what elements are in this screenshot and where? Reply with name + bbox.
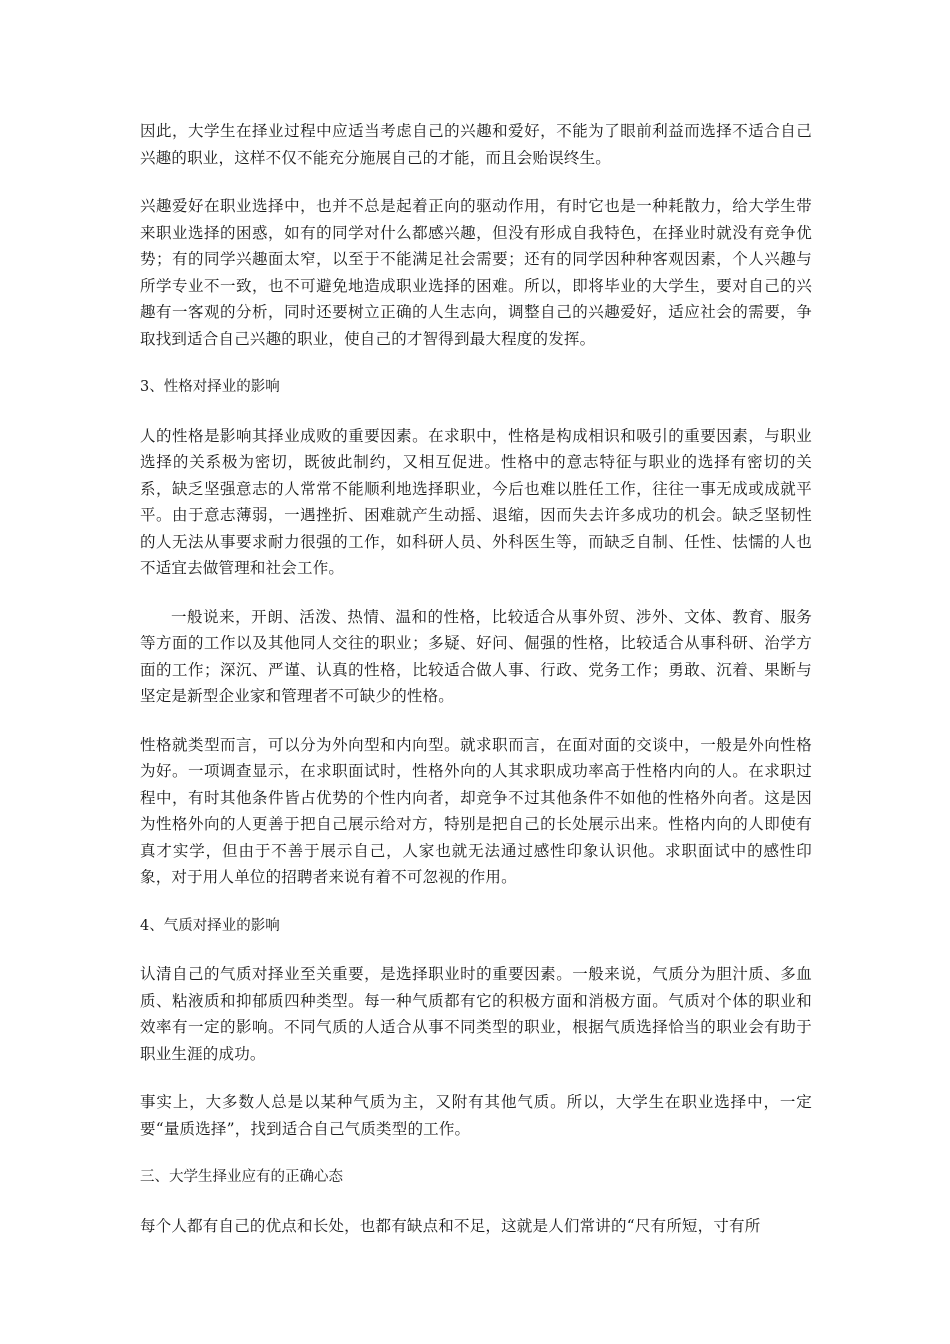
paragraph-personality-factor: 人的性格是影响其择业成败的重要因素。在求职中，性格是构成相识和吸引的重要因素，与职业选择的关系极为密切，既彼此制约，又相互促进。性格中的意志特征与职业的选择有密切的关系，缺乏坚强意志的人常常不能顺利地选择职业，今后也难以胜任工作，往往一事无成或成就平平。由于意志薄弱，一遇挫折、困难就产生动摇、退缩，因而失去许多成功的机会。缺乏坚韧性的人无法从事要求耐力很强的工作，如科研人员、外科医生等，而缺乏自制、任性、怯懦的人也不适宜去做管理和社会工作。 <box>140 426 812 577</box>
paragraph-temperament-choice: 事实上，大多数人总是以某种气质为主，又附有其他气质。所以，大学生在职业选择中，一定要“量质选择”，找到适合自己气质类型的工作。 <box>140 1093 812 1138</box>
heading-personality-influence: 3、性格对择业的影响 <box>140 379 280 395</box>
paragraph-strengths-weaknesses: 每个人都有自己的优点和长处，也都有缺点和不足，这就是人们常讲的“尺有所短，寸有所 <box>140 1216 761 1235</box>
heading-temperament-influence: 4、气质对择业的影响 <box>140 917 280 934</box>
document-page <box>140 118 812 1239</box>
paragraph-interest-choice: 因此，大学生在择业过程中应适当考虑自己的兴趣和爱好，不能为了眼前利益而选择不适合自己兴趣的职业，这样不仅不能充分施展自己的才能，而且会贻误终生。 <box>140 122 812 167</box>
paragraph-extrovert-introvert: 性格就类型而言，可以分为外向型和内向型。就求职而言，在面对面的交谈中，一般是外向性格为好。一项调查显示，在求职面试时，性格外向的人其求职成功率高于性格内向的人。在求职过程中，有时其他条件皆占优势的个性内向者，却竞争不过其他条件不如他的性格外向者。这是因为性格外向的人更善于把自己展示给对方，特别是把自己的长处展示出来。性格内向的人即使有真才实学，但由于不善于展示自己，人家也就无法通过感性印象认识他。求职面试中的感性印象，对于用人单位的招聘者来说有着不可忽视的作用。 <box>140 735 812 886</box>
paragraph-personality-types-jobs: 一般说来，开朗、活泼、热情、温和的性格，比较适合从事外贸、涉外、文体、教育、服务等方面的工作以及其他同人交往的职业；多疑、好问、倔强的性格，比较适合从事科研、治学方面的工作；深沉、严谨、认真的性格，比较适合做人事、行政、党务工作；勇敢、沉着、果断与坚定是新型企业家和管理者不可缺少的性格。 <box>140 607 812 705</box>
paragraph-temperament-types: 认清自己的气质对择业至关重要，是选择职业时的重要因素。一般来说，气质分为胆汁质、多血质、粘液质和抑郁质四种类型。每一种气质都有它的积极方面和消极方面。气质对个体的职业和效率有一定的影响。不同气质的人适合从事不同类型的职业，根据气质选择恰当的职业会有助于职业生涯的成功。 <box>140 965 812 1063</box>
heading-correct-mindset: 三、大学生择业应有的正确心态 <box>140 1169 343 1185</box>
paragraph-interest-driving-force: 兴趣爱好在职业选择中，也并不总是起着正向的驱动作用，有时它也是一种耗散力，给大学生带来职业选择的困惑，如有的同学对什么都感兴趣，但没有形成自我特色，在择业时就没有竞争优势；有的同学兴趣面太窄，以至于不能满足社会需要；还有的同学因种种客观因素，个人兴趣与所学专业不一致，也不可避免地造成职业选择的困难。所以，即将毕业的大学生，要对自己的兴趣有一客观的分析，同时还要树立正确的人生志向，调整自己的兴趣爱好，适应社会的需要，争取找到适合自己兴趣的职业，使自己的才智得到最大程度的发挥。 <box>140 197 812 348</box>
